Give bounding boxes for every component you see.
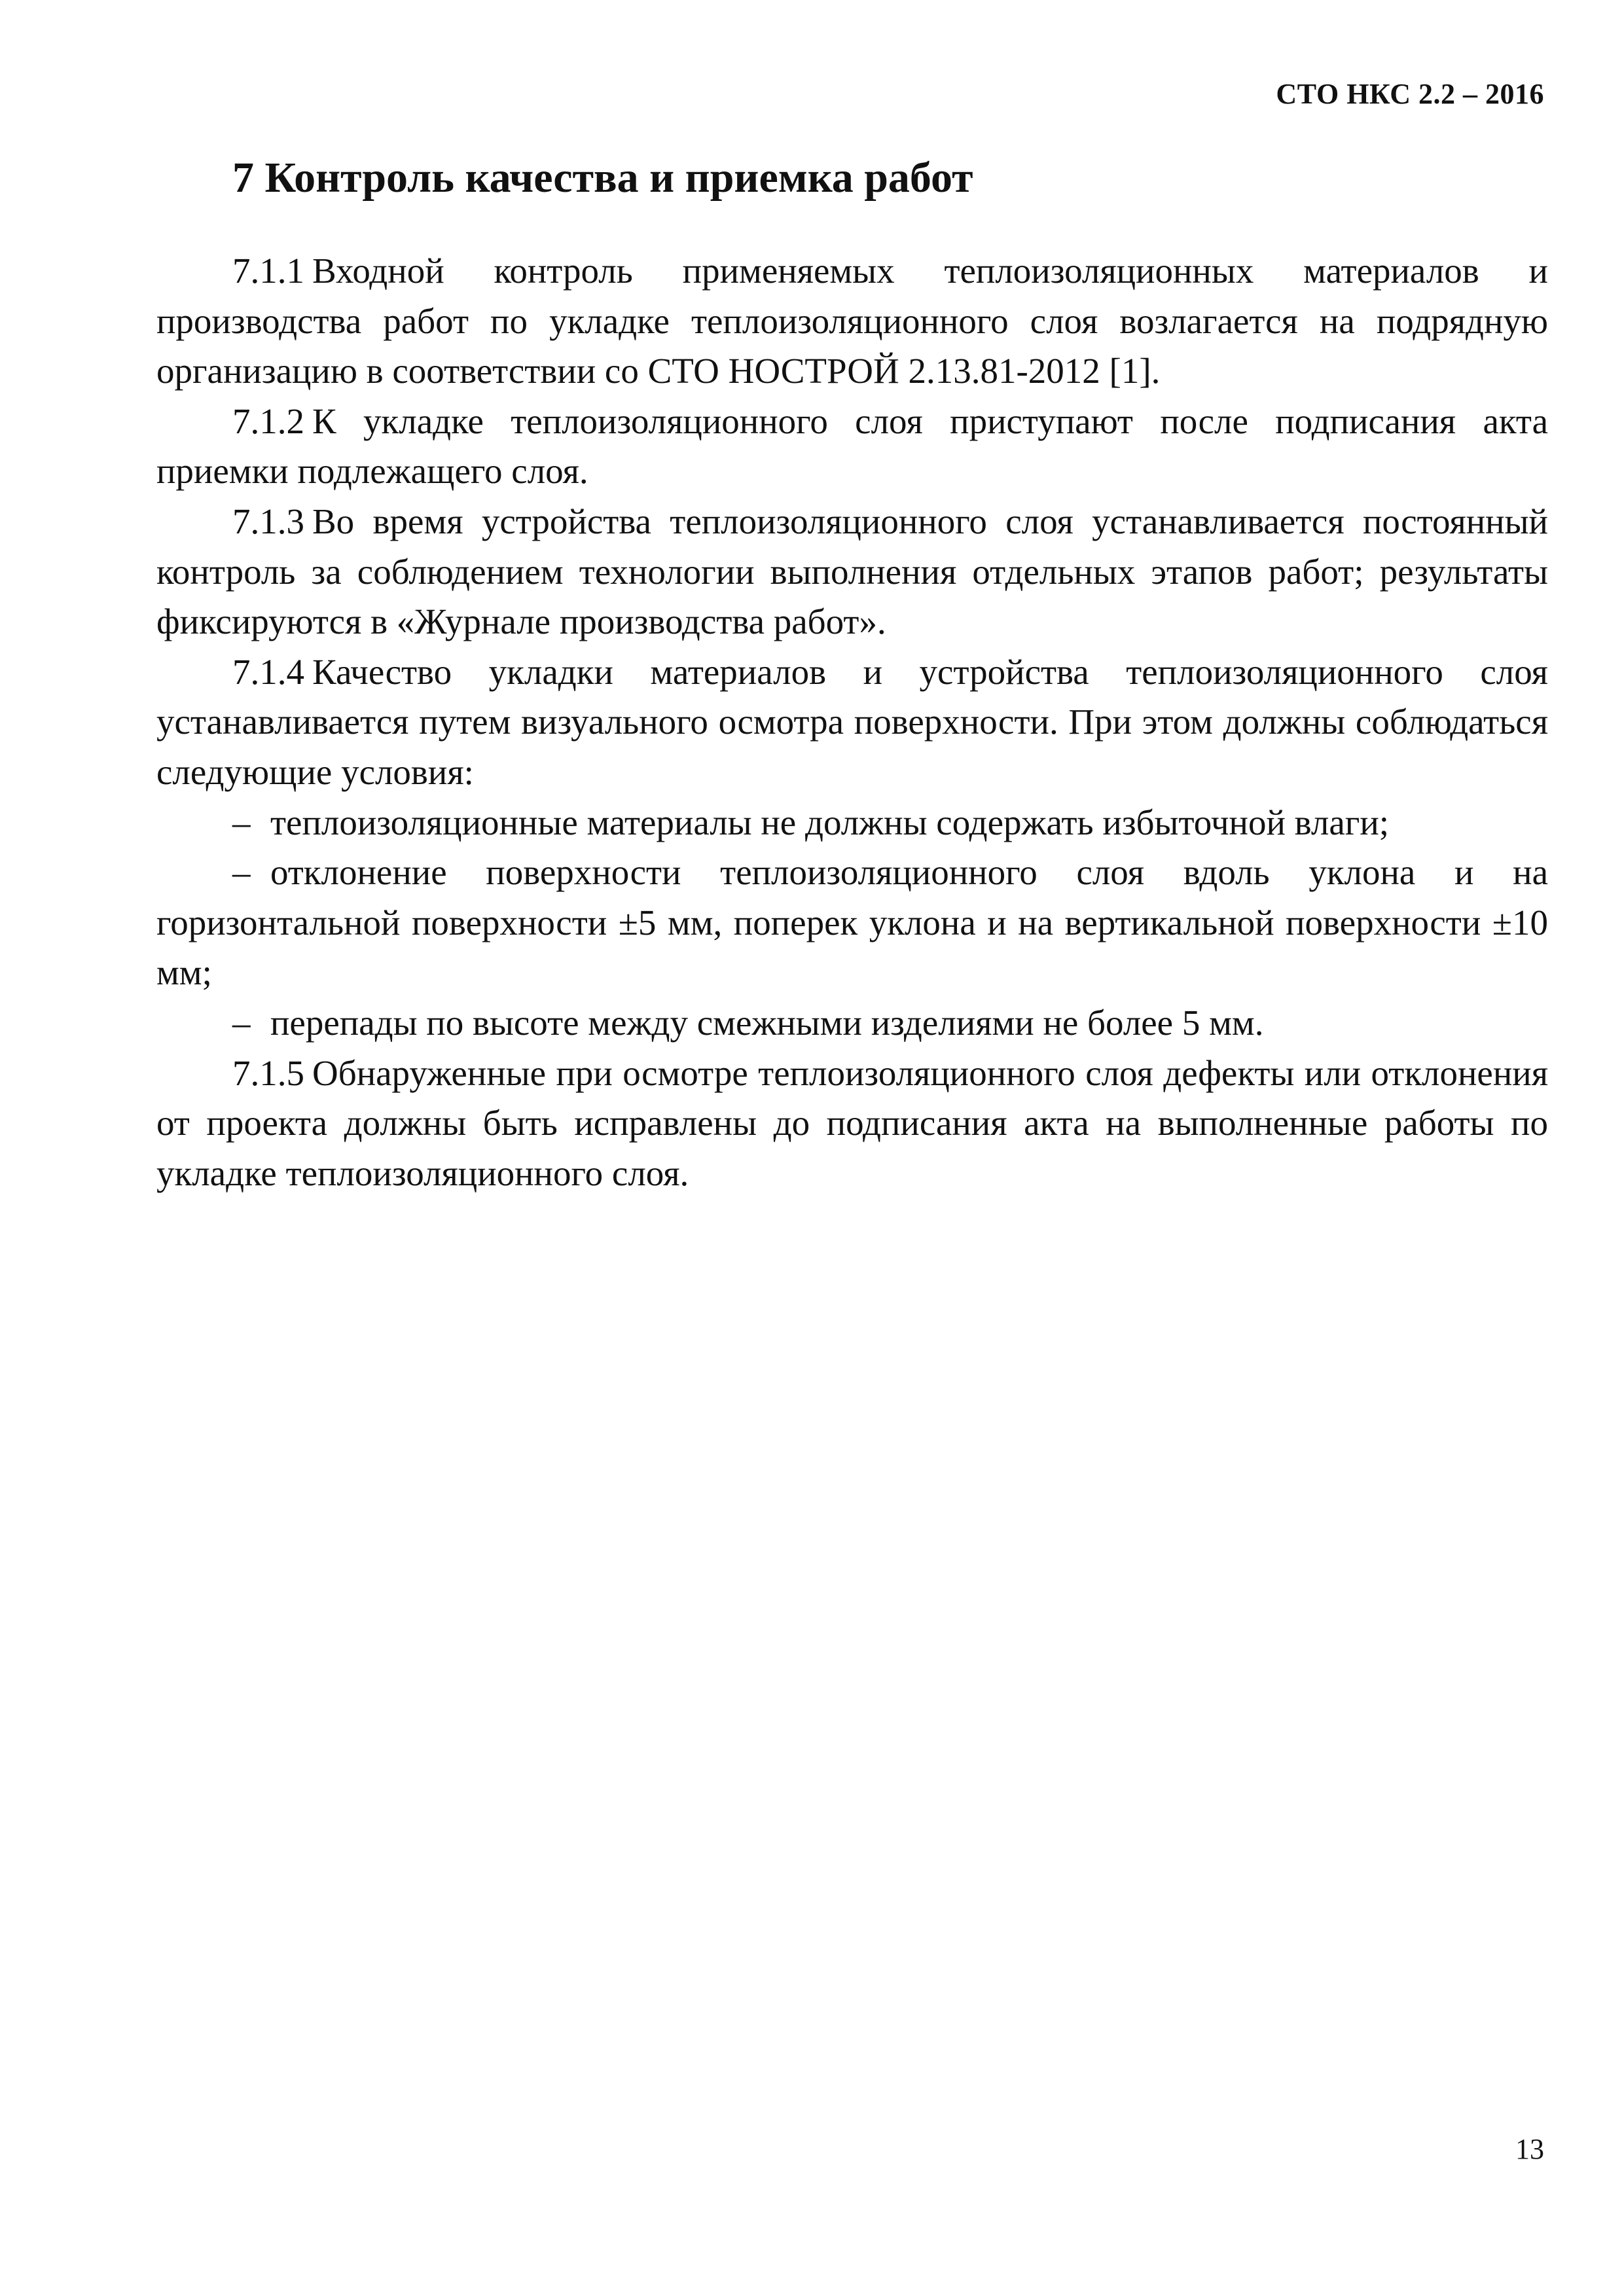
section-title: 7 Контроль качества и приемка работ — [232, 154, 973, 202]
paragraph-number: 7.1.1 — [232, 251, 304, 291]
document-code-header: СТО НКС 2.2 – 2016 — [1276, 78, 1544, 110]
paragraph-text: Во время устройства теплоизоляционного слоя устанавливается постоянный контроль за соблюдением технологии выполнения отдельных этапов работ; результаты фиксируются в «Журнале производства работ». — [156, 501, 1548, 642]
dash-marker: – — [232, 1002, 251, 1043]
list-item-text: перепады по высоте между смежными изделиями не более 5 мм. — [270, 1002, 1264, 1043]
document-body — [156, 246, 1548, 1198]
paragraph-7-1-1 — [156, 246, 1548, 397]
paragraph-text: К укладке теплоизоляционного слоя приступают после подписания акта приемки подлежащего слоя. — [156, 401, 1548, 492]
page-number: 13 — [1515, 2133, 1544, 2165]
list-item-text: отклонение поверхности теплоизоляционного слоя вдоль уклона и на горизонтальной поверхности ±5 мм, поперек уклона и на вертикальной поверхности ±10 мм; — [156, 852, 1548, 993]
paragraph-7-1-5 — [156, 1049, 1548, 1199]
paragraph-text: Обнаруженные при осмотре теплоизоляционного слоя дефекты или отклонения от проекта должны быть исправлены до подписания акта на выполненные работы по укладке теплоизоляционного слоя. — [156, 1052, 1548, 1193]
paragraph-number: 7.1.5 — [232, 1052, 304, 1093]
dash-marker: – — [232, 852, 251, 893]
paragraph-7-1-4 — [156, 647, 1548, 798]
paragraph-text: Качество укладки материалов и устройства теплоизоляционного слоя устанавливается путем визуального осмотра поверхности. При этом должны соблюдаться следующие условия: — [156, 651, 1548, 792]
paragraph-number: 7.1.3 — [232, 501, 304, 541]
list-item — [156, 848, 1548, 998]
paragraph-text: Входной контроль применяемых теплоизоляционных материалов и производства работ по укладке теплоизоляционного слоя возлагается на подрядную организацию в соответствии со СТО НОСТРОЙ 2.13.81-2012 [1]. — [156, 251, 1548, 391]
list-item-text: теплоизоляционные материалы не должны содержать избыточной влаги; — [270, 802, 1390, 842]
dash-marker: – — [232, 802, 251, 842]
paragraph-7-1-3 — [156, 497, 1548, 647]
list-item — [156, 998, 1548, 1049]
paragraph-7-1-2 — [156, 397, 1548, 497]
paragraph-number: 7.1.4 — [232, 651, 304, 692]
list-item — [156, 798, 1548, 848]
paragraph-number: 7.1.2 — [232, 401, 304, 441]
